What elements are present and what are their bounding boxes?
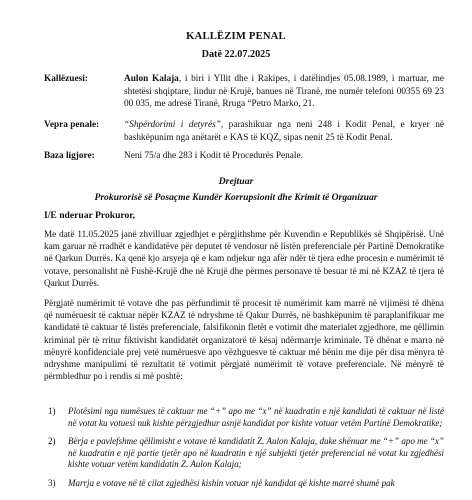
baza-value: Neni 75/a dhe 283 i Kodit të Procedurës Penale. xyxy=(124,151,303,161)
kallezuesi-value xyxy=(124,73,444,111)
document-date: Datë 22.07.2025 xyxy=(201,49,271,60)
list-item-text: Marrja e votave në të cilat zgjedhësi kishin votuar një kandidat që kishte marrë shumë pak xyxy=(68,477,395,488)
recipient-name: Prokurorisë së Posaçme Kundër Korrupsionit dhe Krimit të Organizuar xyxy=(94,192,378,203)
kallezuesi-name: Aulon Kalaja xyxy=(124,74,179,84)
list-item xyxy=(44,436,444,471)
list-item-number: 2) xyxy=(48,436,56,447)
vepra-value xyxy=(124,119,444,144)
list-item xyxy=(44,406,444,429)
document-title: KALLËZIM PENAL xyxy=(186,31,286,42)
list-item-text: Bërja e pavlefshme qëllimisht e votave të kandidatit Z. Aulon Kalaja, duke shënuar me “+” apo me “x” në kuadratin e një partie tjetër apo në kuadratin e një subjekti tjetër preferencial në votat ku zgjedhësi kishte votuar vetëm kandidatin Z. Aulon Kalaja; xyxy=(68,436,444,470)
list-item xyxy=(44,478,444,490)
body-paragraph-1: Me datë 11.05.2025 janë zhvilluar zgjedhjet e përgjithshme për Kuvendin e Republikës së Shqipërisë. Unë kam garuar në rradhët e kandidatëve për deputet të vendosur në listën preferenciale për Partinë Demokratike në Qarkun Durrës. Ka qenë kjo arsyeja që e kam ndjekur nga afër ndër të tjera edhe procesin e numërimit të votave, personalisht në Fushë-Krujë dhe në Krujë dhe përmes personave të besuar të mi në KZAZ të tjera të Qarkut Durrës. xyxy=(44,229,444,288)
list-item-number: 3) xyxy=(48,477,56,488)
violation-list xyxy=(44,406,444,497)
salutation: I/E nderuar Prokuror, xyxy=(44,210,136,221)
list-item-number: 1) xyxy=(48,406,56,416)
vepra-name: “Shpërdorimi i detyrës” xyxy=(124,120,221,130)
field-kallezuesi xyxy=(44,73,444,123)
field-vepra-penale xyxy=(44,119,444,145)
vepra-details: , parashikuar nga neni 248 i Kodit Penal, e kryer në bashkëpunim nga anëtarët e KAS të KQZ, sipas nenit 25 të Kodit Penal. xyxy=(124,120,444,143)
list-item-text: Plotësimi nga numësues të caktuar me “+” apo me “x” në kuadratin e një kandidati të caktuar në listë në votat ku votuesi nuk kishte përzgjedhur asnjë kandidat por kishte votuar vetëm Partinë Demokratike; xyxy=(68,406,444,428)
kallezuesi-label: Kallëzuesi: xyxy=(44,74,88,84)
body-paragraph-2: Përgjatë numërimit të votave dhe pas përfundimit të procesit të numërimit kam marrë në vijimësi të dhëna që numëruesit të caktuar nëpër KZAZ të ndryshme të Qakur Durrës, në bashkëpunim të paraplanifikuar me kandidatë të caktuar të listës preferenciale, falsifikonin fletët e votimit dhe materialet zgjedhore, me qëllimin kriminal për të rritur fiktivisht kandidatët organizatorë të kësaj ndërmarrje kriminale. Të dhënat e marra në mënyrë konfidenciale prej vetë numëruesve apo vëzhguesve të caktuar më bënin me dije për disa mënyra të ndryshme manipulimi të rezultatit të votimit përgjatë numërimit të votave preferenciale. Në mënyrë të përmbledhur po i rendis si më poshtë: xyxy=(44,298,444,382)
vepra-label: Vepra penale: xyxy=(44,120,100,130)
addressed-to-heading: Drejtuar xyxy=(218,176,254,187)
baza-label: Baza ligjore: xyxy=(44,151,95,161)
field-baza-ligjore xyxy=(44,150,444,164)
kallezuesi-details: , i biri i Yllit dhe i Rakipes, i datëlindjes 05.08.1989, i martuar, me shtetësi shqiptare, lindur në Krujë, banues në Tiranë, me numër telefoni 00355 69 23 00 035, me adresë Tiranë, Rruga “Petro Marko, 21. xyxy=(124,74,445,109)
